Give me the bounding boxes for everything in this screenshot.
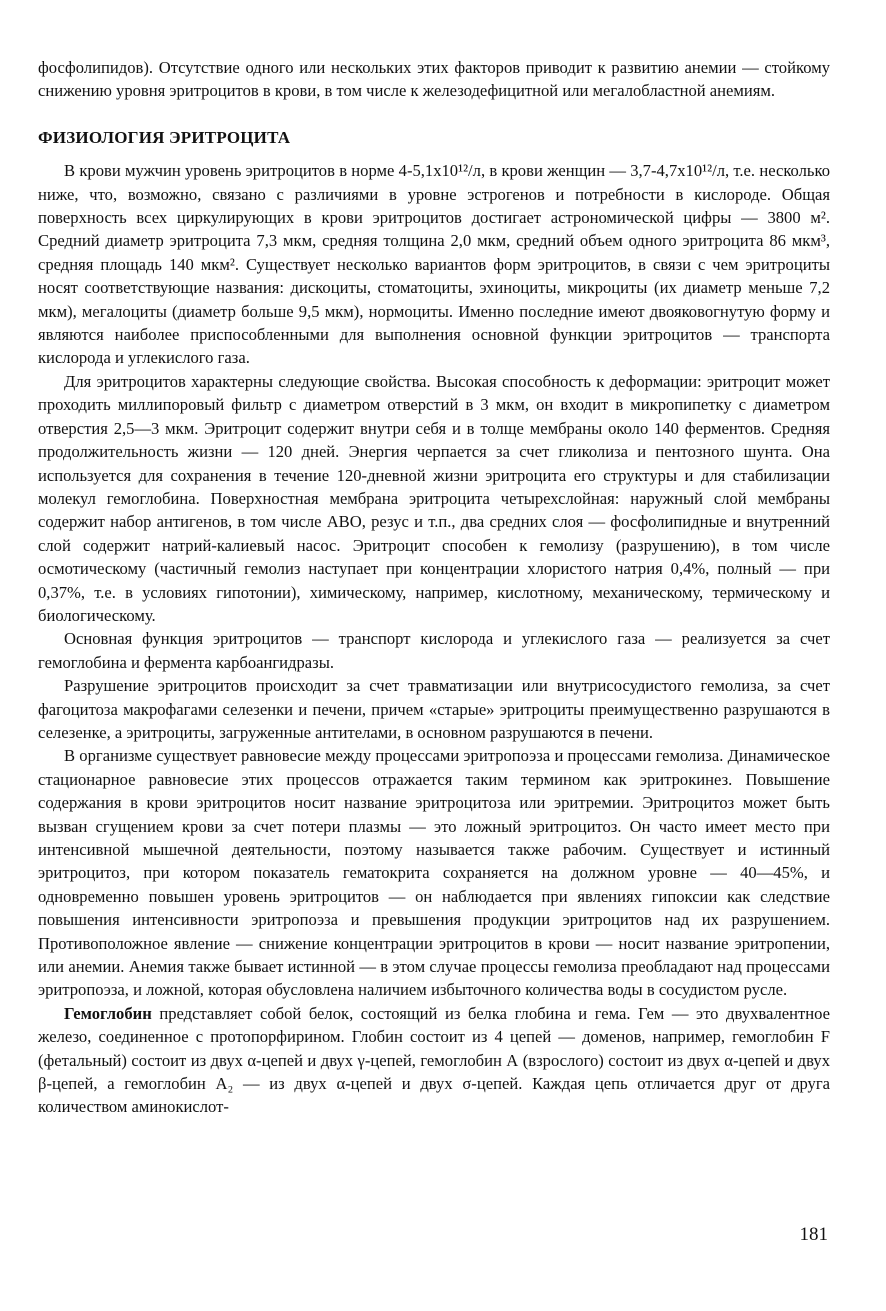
paragraph-6 [38,1002,830,1119]
section-heading: ФИЗИОЛОГИЯ ЭРИТРОЦИТА [38,127,291,147]
paragraph-5: В организме существует равновесие между процессами эритропоэза и процессами гемолиза. Динамическое стационарное равновесие этих процессов отражается таким термином как эритрокинез. Повышение содержания в крови эритроцитов носит название эритроцитоза или эритремии. Эритроцитоз может быть вызван сгущением крови за счет потери плазмы — это ложный эритроцитоз. Он часто имеет место при интенсивной мышечной деятельности, поэтому называется также рабочим. Существует и истинный эритроцитоз, при котором показатель гематокрита сохраняется на должном уровне — 40—45%, и одновременно повышен уровень эритроцитов — он наблюдается при явлениях гипоксии как следствие повышения интенсивности эритропоэза и превышения продукции эритроцитов над их разрушением. Противоположное явление — снижение концентрации эритроцитов в крови — носит название эритропении, или анемии. Анемия также бывает истинной — в этом случае процессы гемолиза преобладают над процессами эритропоэза, и ложной, которая обусловлена наличием избыточного количества воды в сосудистом русле. [38,746,830,1000]
paragraph-6-lead-term: Гемоглобин [64,1003,152,1023]
page-body [38,56,830,1119]
paragraph-6-text: представляет собой белок, состоящий из белка глобина и гема. Гем — это двухвалентное железо, соединенное с протопорфирином. Глобин состоит из 4 цепей — доменов, например, гемоглобин F (фетальный) состоит из двух α-цепей и двух γ-цепей, гемоглобин А (взрослого) состоит из двух α-цепей и двух β-цепей, а гемоглобин А₂ — из двух α-цепей и двух σ-цепей. Каждая цепь отличается друг от друга количеством аминокислот- [38,1003,830,1117]
paragraph-1: В крови мужчин уровень эритроцитов в норме 4-5,1х10¹²/л, в крови женщин — 3,7-4,7х10¹²/л, т.е. несколько ниже, что, возможно, связано с различиями в уровне эстрогенов и потребности в кислороде. Общая поверхность всех циркулирующих в крови эритроцитов достигает астрономической цифры — 3800 м². Средний диаметр эритроцита 7,3 мкм, средняя толщина 2,0 мкм, средний объем одного эритроцита 86 мкм³, средняя площадь 140 мкм². Существует несколько вариантов форм эритроцитов, в связи с чем эритроциты носят соответствующие названия: дискоциты, стоматоциты, эхиноциты, микроциты (их диаметр меньше 7,2 мкм), мегалоциты (диаметр больше 9,5 мкм), нормоциты. Именно последние имеют двояковогнутую форму и являются наиболее приспособленными для выполнения основной функции эритроцитов — транспорта кислорода и углекислого газа. [38,161,830,368]
paragraph-4: Разрушение эритроцитов происходит за счет травматизации или внутрисосудистого гемолиза, за счет фагоцитоза макрофагами селезенки и печени, причем «старые» эритроциты преимущественно разрушаются в селезенке, а эритроциты, загруженные антителами, в основном разрушаются в печени. [38,676,830,742]
paragraph-2: Для эритроцитов характерны следующие свойства. Высокая способность к деформации: эритроцит может проходить миллипоровый фильтр с диаметром отверстий в 3 мкм, он входит в микропипетку с диаметром отверстия 2,5—3 мкм. Эритроцит содержит внутри себя и в толще мембраны около 140 ферментов. Средняя продолжительность жизни — 120 дней. Энергия черпается за счет гликолиза и пентозного шунта. Она используется для сохранения в течение 120-дневной жизни эритроцита его структуры и для стабилизации молекул гемоглобина. Поверхностная мембрана эритроцита четырехслойная: наружный слой мембраны содержит набор антигенов, в том числе АВО, резус и т.п., два средних слоя — фосфолипидные и внутренний слой содержит натрий-калиевый насос. Эритроцит способен к гемолизу (разрушению), в том числе осмотическому (частичный гемолиз наступает при концентрации хлористого натрия 0,4%, полный — при 0,37%, т.е. в условиях гипотонии), химическому, например, кислотному, механическому, термическому и биологическому. [38,371,830,625]
intro-paragraph: фосфолипидов). Отсутствие одного или нескольких этих факторов приводит к развитию анемии — стойкому снижению уровня эритроцитов в крови, в том числе к железодефицитной или мегалобластной анемиям. [38,58,830,101]
page-number: 181 [799,1224,828,1245]
paragraph-3: Основная функция эритроцитов — транспорт кислорода и углекислого газа — реализуется за счет гемоглобина и фермента карбоангидразы. [38,629,830,672]
